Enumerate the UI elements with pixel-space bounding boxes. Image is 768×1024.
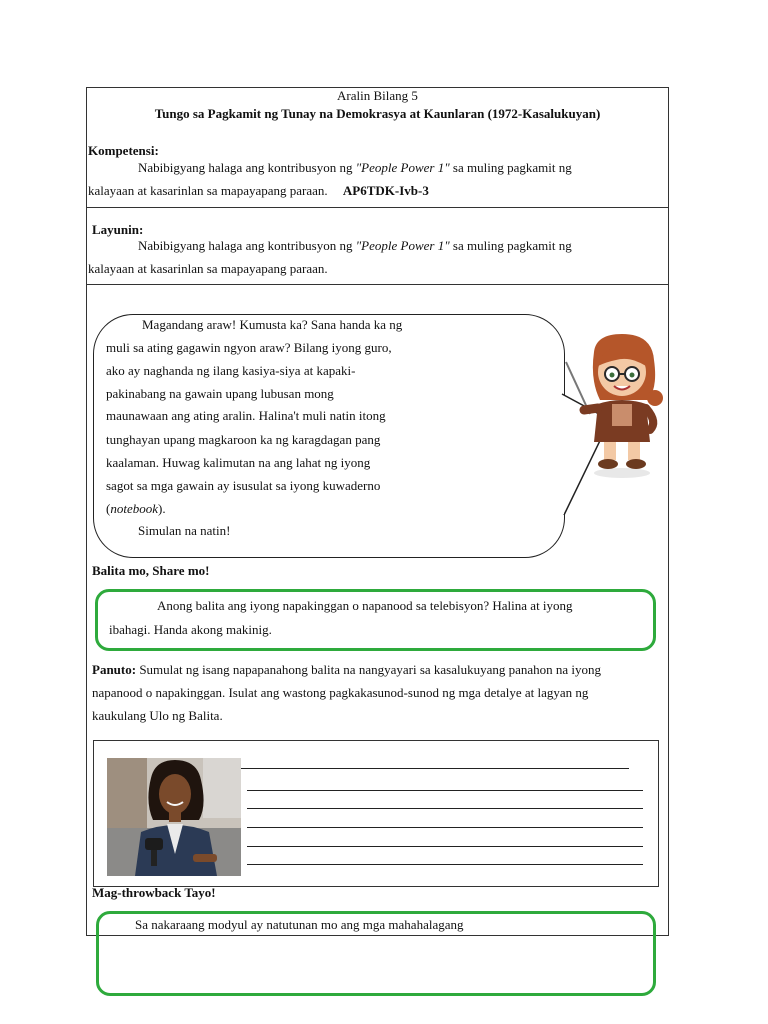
writing-line-1[interactable]	[241, 768, 629, 769]
writing-line-3[interactable]	[247, 808, 643, 809]
notebook-word: notebook	[110, 501, 158, 516]
panuto-line2: napanood o napakinggan. Isulat ang wastong pagkakasunod-sunod ng mga detalye at lagyan ng	[92, 685, 589, 700]
bubble-closing: Simulan na natin!	[138, 523, 231, 538]
panuto-line3: kaukulang Ulo ng Balita.	[92, 708, 223, 723]
kompetensi-heading: Kompetensi:	[88, 143, 159, 158]
panuto-text1: Sumulat ng isang napapanahong balita na nangyayari sa kasalukuyang panahon na iyong	[136, 662, 602, 677]
bubble-line-5: maunawaan ang ating aralin. Halina't muli natin itong	[106, 408, 386, 423]
bubble-line-1: Magandang araw! Kumusta ka? Sana handa ka ng	[142, 317, 403, 332]
balita-line1: Anong balita ang iyong napakinggan o napanood sa telebisyon? Halina at iyong	[157, 598, 573, 613]
teacher-illustration	[560, 330, 670, 480]
panuto-label: Panuto:	[92, 662, 137, 677]
news-reporter-photo	[107, 758, 241, 876]
notebook-close: ).	[158, 501, 166, 516]
kompetensi-quote: "People Power 1"	[355, 160, 450, 175]
kompetensi-code: AP6TDK-Ivb-3	[342, 183, 429, 198]
bubble-line-2: muli sa ating gagawin ngyon araw? Bilang iyong guro,	[106, 340, 392, 355]
writing-line-6[interactable]	[247, 864, 643, 865]
layunin-line1	[138, 237, 572, 255]
kompetensi-line1-pre: Nabibigyang halaga ang kontribusyon ng	[138, 160, 356, 175]
writing-line-5[interactable]	[247, 846, 643, 847]
panuto-line1	[92, 661, 601, 679]
balita-line2: ibahagi. Handa akong makinig.	[109, 622, 272, 637]
bubble-line-7: kaalaman. Huwag kalimutan na ang lahat ng iyong	[106, 455, 371, 470]
divider-kompetensi	[86, 207, 669, 208]
bubble-line-9	[106, 500, 166, 518]
kompetensi-line2-text: kalayaan at kasarinlan sa mapayapang paraan.	[88, 183, 328, 198]
kompetensi-line2	[88, 182, 429, 200]
balita-heading: Balita mo, Share mo!	[92, 563, 210, 578]
lesson-title: Tungo sa Pagkamit ng Tunay na Demokrasya at Kaunlaran (1972-Kasalukuyan)	[154, 106, 601, 121]
writing-line-2[interactable]	[247, 790, 643, 791]
throwback-line1: Sa nakaraang modyul ay natutunan mo ang mga mahahalagang	[135, 917, 464, 932]
kompetensi-line1	[138, 159, 572, 177]
lesson-number: Aralin Bilang 5	[337, 88, 418, 103]
bubble-line-6: tunghayan upang magkaroon ka ng karagdagan pang	[106, 432, 381, 447]
bubble-line-3: ako ay naghanda ng ilang kasiya-siya at kapaki-	[106, 363, 356, 378]
layunin-quote: "People Power 1"	[355, 238, 450, 253]
bubble-line-4: pakinabang na gawain upang lubusan mong	[106, 386, 334, 401]
kompetensi-line1-post: sa muling pagkamit ng	[449, 160, 572, 175]
layunin-line1-post: sa muling pagkamit ng	[449, 238, 572, 253]
bubble-line-8: sagot sa mga gawain ay isusulat sa iyong kuwaderno	[106, 478, 381, 493]
notebook-open: (	[106, 501, 111, 516]
divider-layunin	[86, 284, 669, 285]
throwback-heading: Mag-throwback Tayo!	[92, 885, 216, 900]
layunin-heading: Layunin:	[92, 222, 144, 237]
layunin-line2: kalayaan at kasarinlan sa mapayapang paraan.	[88, 261, 328, 276]
writing-line-4[interactable]	[247, 827, 643, 828]
layunin-line1-pre: Nabibigyang halaga ang kontribusyon ng	[138, 238, 356, 253]
